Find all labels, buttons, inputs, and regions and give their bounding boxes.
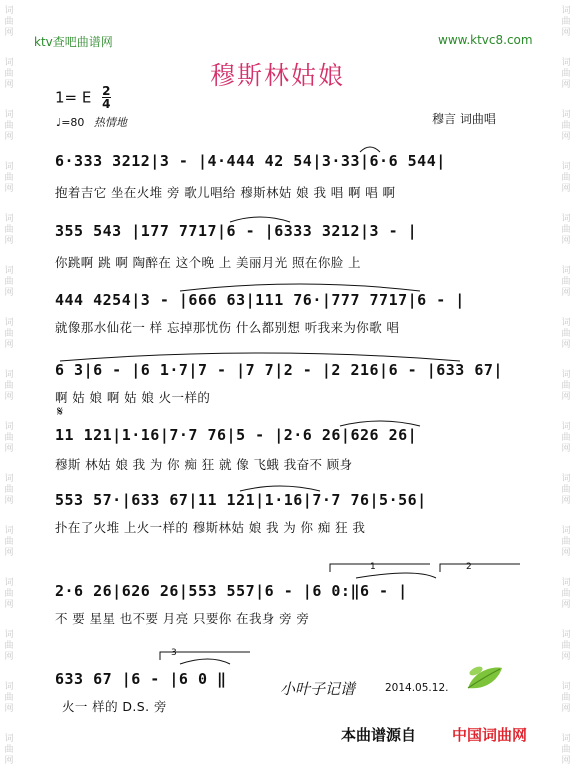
notes-row-2: 355 543 |177 7717|6 - |6333 3212|3 - | [55, 222, 418, 240]
watermark-text: 词 曲 网 [561, 214, 571, 246]
transcription-date: 2014.05.12. [385, 682, 449, 694]
watermark-text: 词 曲 网 [4, 734, 14, 766]
watermark-text: 词 曲 网 [561, 734, 571, 766]
watermark-text: 词 曲 网 [4, 266, 14, 298]
tempo-expression: 热情地 [93, 116, 127, 129]
source-site-link[interactable]: 中国词曲网 [452, 726, 528, 744]
watermark-text: 词 曲 网 [561, 630, 571, 662]
transcriber-signature: 小叶子记谱 [280, 680, 356, 698]
watermark-text: 词 曲 网 [561, 58, 571, 90]
volta-first: 1 [370, 562, 376, 572]
notes-row-4: 6 3|6 - |6 1·7|7 - |7 7|2 - |2 216|6 - |633 67| [55, 361, 503, 379]
credit: 穆言 词曲唱 [432, 112, 496, 126]
watermark-text: 词 曲 网 [4, 422, 14, 454]
watermark-text: 词 曲 网 [4, 6, 14, 38]
watermark-text: 词 曲 网 [561, 578, 571, 610]
notes-row-8: 633 67 |6 - |6 0 ‖ [55, 670, 227, 688]
watermark-text: 词 曲 网 [4, 370, 14, 402]
watermark-text: 词 曲 网 [561, 422, 571, 454]
lyrics-row-6: 扑在了火堆 上火一样的 穆斯林姑 娘 我 为 你 痴 狂 我 [55, 520, 366, 535]
quarter-note-icon: ♩ [56, 116, 62, 129]
watermark-text: 词 曲 网 [561, 682, 571, 714]
watermark-text: 词 曲 网 [4, 526, 14, 558]
lyrics-row-1: 抱着吉它 坐在火堆 旁 歌儿唱给 穆斯林姑 娘 我 唱 啊 唱 啊 [55, 185, 396, 200]
watermark-text: 词 曲 网 [4, 58, 14, 90]
lyrics-row-2: 你跳啊 跳 啊 陶醉在 这个晚 上 美丽月光 照在你脸 上 [55, 255, 361, 270]
tempo-mark: =80 [61, 116, 85, 129]
lyrics-row-7: 不 要 星星 也不要 月亮 只要你 在我身 旁 旁 [55, 611, 310, 626]
watermark-text: 词 曲 网 [4, 630, 14, 662]
watermark-text: 词 曲 网 [561, 370, 571, 402]
watermark-text: 词 曲 网 [561, 110, 571, 142]
watermark-text: 词 曲 网 [561, 318, 571, 350]
volta-third: 3 [171, 648, 177, 658]
time-signature-top: 2 [102, 84, 111, 98]
volta-second: 2 [466, 562, 472, 572]
watermark-text: 词 曲 网 [4, 682, 14, 714]
lyrics-row-8: 火一 样的 D.S. 旁 [62, 699, 167, 714]
lyrics-row-3: 就像那水仙花一 样 忘掉那忧伤 什么都别想 听我来为你歌 唱 [55, 320, 400, 335]
lyrics-row-5: 穆斯 林姑 娘 我 为 你 痴 狂 就 像 飞蛾 我奋不 顾身 [55, 457, 353, 472]
notes-row-5: 11 121|1·16|7·7 76|5 - |2·6 26|626 26| [55, 426, 418, 444]
song-title: 穆斯林姑娘 [210, 61, 346, 90]
watermark-text: 词 曲 网 [561, 526, 571, 558]
watermark-text: 词 曲 网 [4, 578, 14, 610]
watermark-text: 词 曲 网 [561, 6, 571, 38]
source-label: 本曲谱源自 [341, 726, 417, 744]
watermark-text: 词 曲 网 [4, 162, 14, 194]
watermark-text: 词 曲 网 [4, 474, 14, 506]
watermark-text: 词 曲 网 [561, 162, 571, 194]
key-label: 1= E [55, 88, 92, 107]
notes-row-1: 6·333 3212|3 - |4·444 42 54|3·33|6·6 544| [55, 152, 446, 170]
watermark-text: 词 曲 网 [561, 474, 571, 506]
watermark-text: 词 曲 网 [4, 318, 14, 350]
watermark-text: 词 曲 网 [4, 110, 14, 142]
header-site-name[interactable]: ktv查吧曲谱网 [34, 35, 113, 49]
lyrics-row-4: 啊 姑 娘 啊 姑 娘 火一样的 [55, 390, 211, 405]
header-site-url[interactable]: www.ktvc8.com [438, 33, 533, 47]
notes-row-6: 553 57·|633 67|11 121|1·16|7·7 76|5·56| [55, 491, 427, 509]
watermark-text: 词 曲 网 [4, 214, 14, 246]
notes-row-3: 444 4254|3 - |666 63|111 76·|777 7717|6 - | [55, 291, 465, 309]
watermark-text: 词 曲 网 [561, 266, 571, 298]
notes-row-7: 2·6 26|626 26|553 557|6 - |6 0:‖6 - | [55, 582, 408, 600]
segno-icon: 𝄋 [57, 404, 64, 420]
time-signature-bottom: 4 [102, 97, 111, 111]
